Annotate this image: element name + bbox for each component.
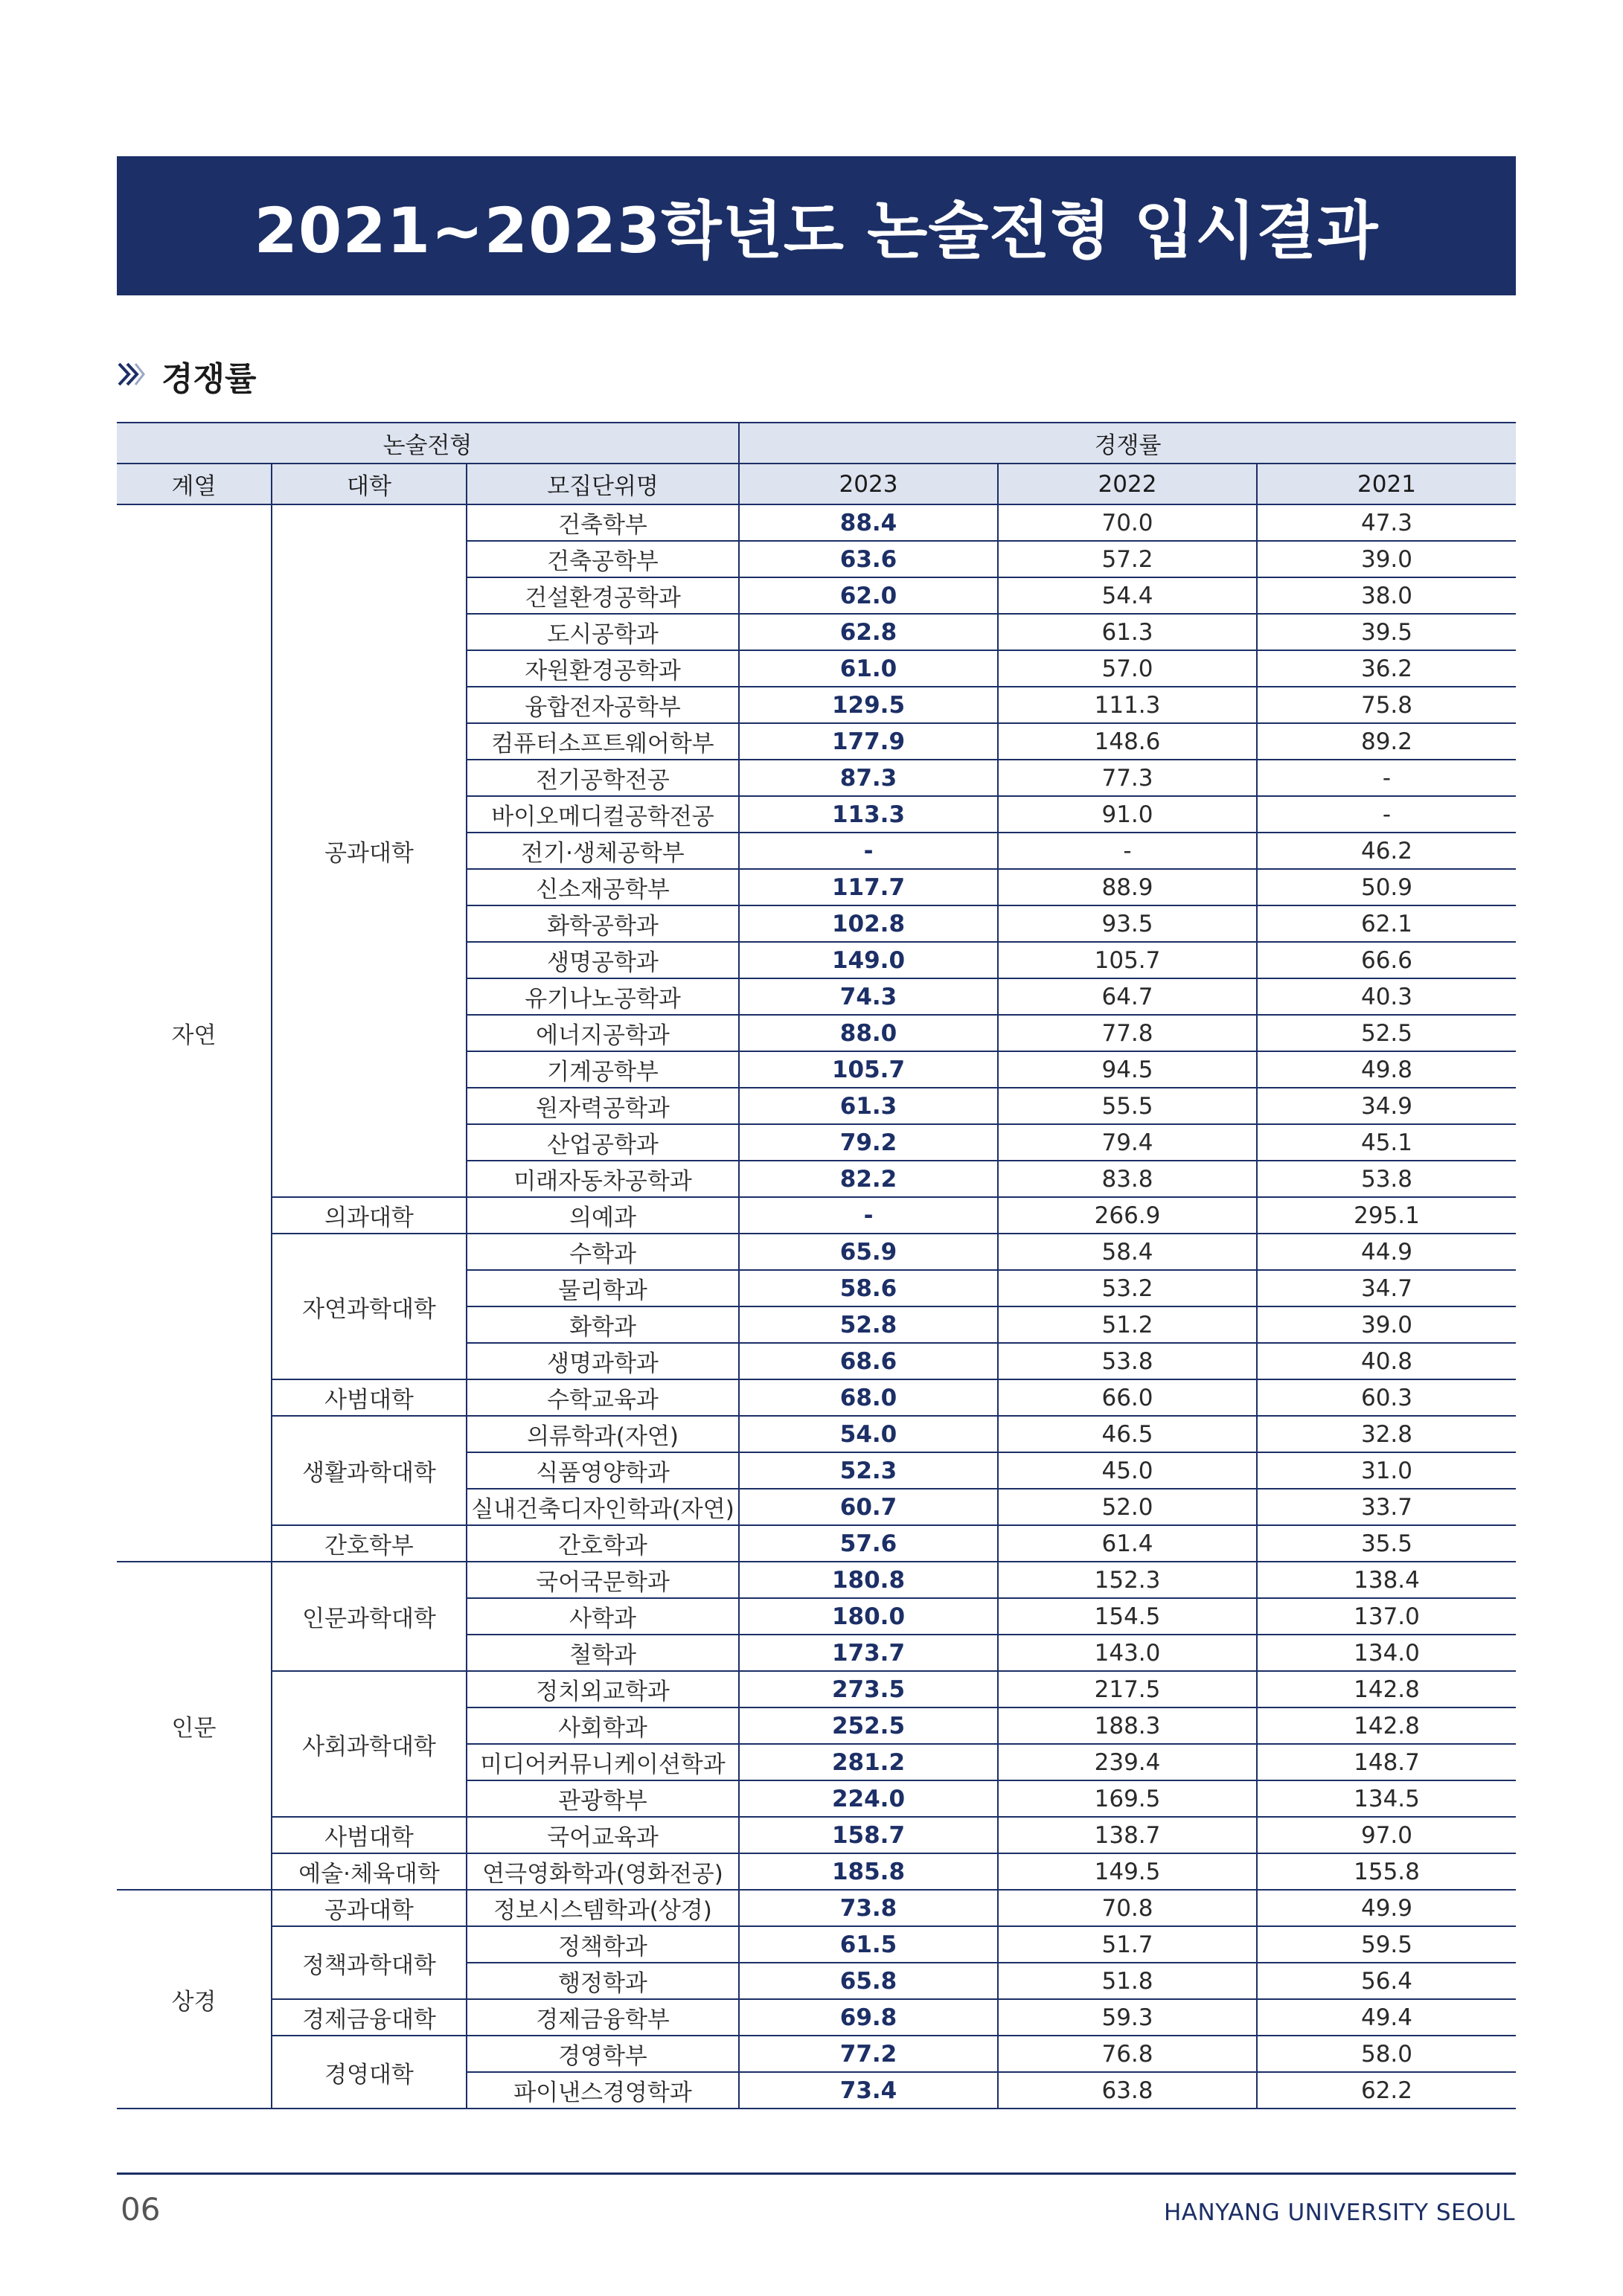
department-cell: 미디어커뮤니케이션학과 bbox=[467, 1744, 739, 1780]
university-name: HANYANG UNIVERSITY SEOUL bbox=[1163, 2199, 1515, 2226]
department-cell: 식품영양학과 bbox=[467, 1452, 739, 1489]
department-cell: 수학교육과 bbox=[467, 1379, 739, 1416]
rate-2023-cell: 52.8 bbox=[739, 1306, 998, 1343]
department-cell: 전기공학전공 bbox=[467, 760, 739, 796]
department-cell: 생명공학과 bbox=[467, 942, 739, 978]
field-cell: 인문 bbox=[117, 1562, 272, 1890]
rate-2022-cell: 88.9 bbox=[998, 869, 1257, 905]
rate-2023-cell: 60.7 bbox=[739, 1489, 998, 1525]
rate-2022-cell: 152.3 bbox=[998, 1562, 1257, 1598]
department-cell: 건축공학부 bbox=[467, 541, 739, 577]
table-group-header-row bbox=[117, 423, 1516, 464]
page-title: 2021~2023학년도 논술전형 입시결과 bbox=[254, 194, 1379, 267]
rate-2021-cell: 59.5 bbox=[1257, 1926, 1516, 1963]
col-header-college: 대학 bbox=[272, 464, 467, 504]
rate-2022-cell: 63.8 bbox=[998, 2072, 1257, 2109]
rate-2023-cell: 62.8 bbox=[739, 614, 998, 650]
rate-2021-cell: 62.1 bbox=[1257, 905, 1516, 942]
rate-2021-cell: 134.0 bbox=[1257, 1635, 1516, 1671]
rate-2021-cell: 134.5 bbox=[1257, 1780, 1516, 1817]
rate-2022-cell: 83.8 bbox=[998, 1161, 1257, 1197]
department-cell: 컴퓨터소프트웨어학부 bbox=[467, 723, 739, 760]
rate-2023-cell: 173.7 bbox=[739, 1635, 998, 1671]
rate-2021-cell: 137.0 bbox=[1257, 1598, 1516, 1635]
col-header-2023: 2023 bbox=[739, 464, 998, 504]
department-cell: 전기·생체공학부 bbox=[467, 833, 739, 869]
rate-2023-cell: 74.3 bbox=[739, 978, 998, 1015]
table-row bbox=[117, 1416, 1516, 1452]
rate-2022-cell: 66.0 bbox=[998, 1379, 1257, 1416]
college-cell: 공과대학 bbox=[272, 504, 467, 1197]
rate-2021-cell: 40.8 bbox=[1257, 1343, 1516, 1379]
rate-2022-cell: 70.8 bbox=[998, 1890, 1257, 1926]
department-cell: 국어교육과 bbox=[467, 1817, 739, 1853]
rate-2022-cell: 55.5 bbox=[998, 1088, 1257, 1124]
rate-2023-cell: 87.3 bbox=[739, 760, 998, 796]
rate-2022-cell: 188.3 bbox=[998, 1707, 1257, 1744]
rate-2021-cell: 62.2 bbox=[1257, 2072, 1516, 2109]
rate-2022-cell: 53.8 bbox=[998, 1343, 1257, 1379]
department-cell: 행정학과 bbox=[467, 1963, 739, 1999]
department-cell: 기계공학부 bbox=[467, 1051, 739, 1088]
rate-2023-cell: 77.2 bbox=[739, 2036, 998, 2072]
section-heading bbox=[117, 350, 257, 402]
department-cell: 정책학과 bbox=[467, 1926, 739, 1963]
rate-2022-cell: 77.3 bbox=[998, 760, 1257, 796]
rate-2021-cell: 56.4 bbox=[1257, 1963, 1516, 1999]
department-cell: 철학과 bbox=[467, 1635, 739, 1671]
rate-2023-cell: 102.8 bbox=[739, 905, 998, 942]
footer-divider bbox=[117, 2172, 1516, 2175]
page-title-banner bbox=[117, 156, 1516, 295]
rate-2021-cell: 142.8 bbox=[1257, 1707, 1516, 1744]
rate-2022-cell: 58.4 bbox=[998, 1234, 1257, 1270]
table-row bbox=[117, 1379, 1516, 1416]
rate-2021-cell: 75.8 bbox=[1257, 687, 1516, 723]
table-row bbox=[117, 1562, 1516, 1598]
department-cell: 관광학부 bbox=[467, 1780, 739, 1817]
rate-2021-cell: 53.8 bbox=[1257, 1161, 1516, 1197]
rate-2023-cell: - bbox=[739, 1197, 998, 1234]
table-body bbox=[117, 504, 1516, 2109]
department-cell: 간호학과 bbox=[467, 1525, 739, 1562]
rate-2021-cell: 40.3 bbox=[1257, 978, 1516, 1015]
rate-2021-cell: - bbox=[1257, 796, 1516, 833]
table-row bbox=[117, 1817, 1516, 1853]
college-cell: 경영대학 bbox=[272, 2036, 467, 2109]
rate-2022-cell: 79.4 bbox=[998, 1124, 1257, 1161]
department-cell: 생명과학과 bbox=[467, 1343, 739, 1379]
rate-2022-cell: 217.5 bbox=[998, 1671, 1257, 1707]
rate-2023-cell: 252.5 bbox=[739, 1707, 998, 1744]
rate-2021-cell: 45.1 bbox=[1257, 1124, 1516, 1161]
rate-2021-cell: 58.0 bbox=[1257, 2036, 1516, 2072]
rate-2022-cell: 45.0 bbox=[998, 1452, 1257, 1489]
page-number: 06 bbox=[121, 2191, 161, 2228]
rate-2021-cell: 47.3 bbox=[1257, 504, 1516, 541]
rate-2021-cell: 97.0 bbox=[1257, 1817, 1516, 1853]
department-cell: 산업공학과 bbox=[467, 1124, 739, 1161]
rate-2022-cell: 64.7 bbox=[998, 978, 1257, 1015]
department-cell: 물리학과 bbox=[467, 1270, 739, 1306]
rate-2023-cell: 158.7 bbox=[739, 1817, 998, 1853]
rate-2023-cell: 62.0 bbox=[739, 577, 998, 614]
rate-2023-cell: 113.3 bbox=[739, 796, 998, 833]
group-header-rate: 경쟁률 bbox=[739, 423, 1516, 464]
rate-2023-cell: 65.8 bbox=[739, 1963, 998, 1999]
college-cell: 경제금융대학 bbox=[272, 1999, 467, 2036]
rate-2023-cell: 82.2 bbox=[739, 1161, 998, 1197]
department-cell: 정보시스템학과(상경) bbox=[467, 1890, 739, 1926]
rate-2023-cell: 79.2 bbox=[739, 1124, 998, 1161]
rate-2022-cell: 149.5 bbox=[998, 1853, 1257, 1890]
department-cell: 자원환경공학과 bbox=[467, 650, 739, 687]
rate-2023-cell: 180.0 bbox=[739, 1598, 998, 1635]
rate-2022-cell: 266.9 bbox=[998, 1197, 1257, 1234]
double-chevron-right-icon bbox=[117, 357, 145, 395]
rate-2021-cell: 31.0 bbox=[1257, 1452, 1516, 1489]
department-cell: 사학과 bbox=[467, 1598, 739, 1635]
department-cell: 정치외교학과 bbox=[467, 1671, 739, 1707]
rate-2023-cell: 180.8 bbox=[739, 1562, 998, 1598]
rate-2021-cell: 52.5 bbox=[1257, 1015, 1516, 1051]
department-cell: 바이오메디컬공학전공 bbox=[467, 796, 739, 833]
department-cell: 유기나노공학과 bbox=[467, 978, 739, 1015]
rate-2022-cell: 51.2 bbox=[998, 1306, 1257, 1343]
rate-2022-cell: 105.7 bbox=[998, 942, 1257, 978]
department-cell: 경제금융학부 bbox=[467, 1999, 739, 2036]
rate-2022-cell: 70.0 bbox=[998, 504, 1257, 541]
rate-2021-cell: 33.7 bbox=[1257, 1489, 1516, 1525]
rate-2021-cell: 89.2 bbox=[1257, 723, 1516, 760]
rate-2021-cell: 38.0 bbox=[1257, 577, 1516, 614]
rate-2021-cell: 50.9 bbox=[1257, 869, 1516, 905]
college-cell: 공과대학 bbox=[272, 1890, 467, 1926]
department-cell: 에너지공학과 bbox=[467, 1015, 739, 1051]
rate-2023-cell: 61.5 bbox=[739, 1926, 998, 1963]
department-cell: 실내건축디자인학과(자연) bbox=[467, 1489, 739, 1525]
college-cell: 생활과학대학 bbox=[272, 1416, 467, 1525]
rate-2023-cell: - bbox=[739, 833, 998, 869]
table-row bbox=[117, 1671, 1516, 1707]
rate-2023-cell: 129.5 bbox=[739, 687, 998, 723]
rate-2022-cell: 51.7 bbox=[998, 1926, 1257, 1963]
rate-2023-cell: 61.0 bbox=[739, 650, 998, 687]
department-cell: 수학과 bbox=[467, 1234, 739, 1270]
rate-2021-cell: - bbox=[1257, 760, 1516, 796]
rate-2021-cell: 60.3 bbox=[1257, 1379, 1516, 1416]
rate-2022-cell: 54.4 bbox=[998, 577, 1257, 614]
department-cell: 도시공학과 bbox=[467, 614, 739, 650]
college-cell: 사범대학 bbox=[272, 1817, 467, 1853]
col-header-2021: 2021 bbox=[1257, 464, 1516, 504]
section-label: 경쟁률 bbox=[161, 360, 257, 398]
department-cell: 신소재공학부 bbox=[467, 869, 739, 905]
college-cell: 인문과학대학 bbox=[272, 1562, 467, 1671]
rate-2023-cell: 73.4 bbox=[739, 2072, 998, 2109]
rate-2021-cell: 39.5 bbox=[1257, 614, 1516, 650]
college-cell: 간호학부 bbox=[272, 1525, 467, 1562]
rate-2022-cell: 52.0 bbox=[998, 1489, 1257, 1525]
college-cell: 사범대학 bbox=[272, 1379, 467, 1416]
rate-2023-cell: 68.6 bbox=[739, 1343, 998, 1379]
table-row bbox=[117, 2036, 1516, 2072]
department-cell: 경영학부 bbox=[467, 2036, 739, 2072]
table-column-header-row bbox=[117, 464, 1516, 504]
table-row bbox=[117, 1525, 1516, 1562]
rate-2022-cell: 61.4 bbox=[998, 1525, 1257, 1562]
rate-2022-cell: 111.3 bbox=[998, 687, 1257, 723]
department-cell: 미래자동차공학과 bbox=[467, 1161, 739, 1197]
rate-2022-cell: 93.5 bbox=[998, 905, 1257, 942]
rate-2022-cell: 239.4 bbox=[998, 1744, 1257, 1780]
rate-2021-cell: 34.7 bbox=[1257, 1270, 1516, 1306]
department-cell: 파이낸스경영학과 bbox=[467, 2072, 739, 2109]
rate-2023-cell: 224.0 bbox=[739, 1780, 998, 1817]
rate-2021-cell: 35.5 bbox=[1257, 1525, 1516, 1562]
department-cell: 연극영화학과(영화전공) bbox=[467, 1853, 739, 1890]
table-row bbox=[117, 1890, 1516, 1926]
department-cell: 국어국문학과 bbox=[467, 1562, 739, 1598]
rate-2021-cell: 44.9 bbox=[1257, 1234, 1516, 1270]
rate-2023-cell: 63.6 bbox=[739, 541, 998, 577]
rate-2021-cell: 155.8 bbox=[1257, 1853, 1516, 1890]
rate-2023-cell: 61.3 bbox=[739, 1088, 998, 1124]
rate-2021-cell: 32.8 bbox=[1257, 1416, 1516, 1452]
rate-2023-cell: 54.0 bbox=[739, 1416, 998, 1452]
rate-2021-cell: 295.1 bbox=[1257, 1197, 1516, 1234]
table-row bbox=[117, 1234, 1516, 1270]
rate-2021-cell: 49.9 bbox=[1257, 1890, 1516, 1926]
rate-2023-cell: 57.6 bbox=[739, 1525, 998, 1562]
department-cell: 사회학과 bbox=[467, 1707, 739, 1744]
college-cell: 의과대학 bbox=[272, 1197, 467, 1234]
table-row bbox=[117, 504, 1516, 541]
rate-2021-cell: 138.4 bbox=[1257, 1562, 1516, 1598]
rate-2022-cell: 53.2 bbox=[998, 1270, 1257, 1306]
rate-2022-cell: 143.0 bbox=[998, 1635, 1257, 1671]
field-cell: 상경 bbox=[117, 1890, 272, 2109]
rate-2022-cell: 51.8 bbox=[998, 1963, 1257, 1999]
rate-2021-cell: 39.0 bbox=[1257, 1306, 1516, 1343]
rate-2021-cell: 39.0 bbox=[1257, 541, 1516, 577]
rate-2022-cell: 76.8 bbox=[998, 2036, 1257, 2072]
rate-2023-cell: 273.5 bbox=[739, 1671, 998, 1707]
rate-2022-cell: - bbox=[998, 833, 1257, 869]
rate-2022-cell: 169.5 bbox=[998, 1780, 1257, 1817]
rate-2023-cell: 69.8 bbox=[739, 1999, 998, 2036]
rate-2022-cell: 94.5 bbox=[998, 1051, 1257, 1088]
college-cell: 자연과학대학 bbox=[272, 1234, 467, 1379]
rate-2022-cell: 57.0 bbox=[998, 650, 1257, 687]
table-row bbox=[117, 1853, 1516, 1890]
rate-2021-cell: 49.4 bbox=[1257, 1999, 1516, 2036]
rate-2022-cell: 77.8 bbox=[998, 1015, 1257, 1051]
rate-2022-cell: 61.3 bbox=[998, 614, 1257, 650]
rate-2022-cell: 91.0 bbox=[998, 796, 1257, 833]
field-cell: 자연 bbox=[117, 504, 272, 1562]
rate-2022-cell: 59.3 bbox=[998, 1999, 1257, 2036]
col-header-department: 모집단위명 bbox=[467, 464, 739, 504]
rate-2022-cell: 138.7 bbox=[998, 1817, 1257, 1853]
rate-2021-cell: 66.6 bbox=[1257, 942, 1516, 978]
rate-2023-cell: 58.6 bbox=[739, 1270, 998, 1306]
rate-2023-cell: 281.2 bbox=[739, 1744, 998, 1780]
department-cell: 화학공학과 bbox=[467, 905, 739, 942]
rate-2021-cell: 148.7 bbox=[1257, 1744, 1516, 1780]
rate-2022-cell: 46.5 bbox=[998, 1416, 1257, 1452]
competition-rate-table bbox=[117, 422, 1516, 2109]
table-row bbox=[117, 1926, 1516, 1963]
col-header-field: 계열 bbox=[117, 464, 272, 504]
department-cell: 융합전자공학부 bbox=[467, 687, 739, 723]
department-cell: 의류학과(자연) bbox=[467, 1416, 739, 1452]
department-cell: 건축학부 bbox=[467, 504, 739, 541]
rate-2021-cell: 46.2 bbox=[1257, 833, 1516, 869]
department-cell: 원자력공학과 bbox=[467, 1088, 739, 1124]
rate-2023-cell: 105.7 bbox=[739, 1051, 998, 1088]
rate-2023-cell: 52.3 bbox=[739, 1452, 998, 1489]
college-cell: 사회과학대학 bbox=[272, 1671, 467, 1817]
rate-2022-cell: 57.2 bbox=[998, 541, 1257, 577]
rate-2023-cell: 68.0 bbox=[739, 1379, 998, 1416]
rate-2023-cell: 65.9 bbox=[739, 1234, 998, 1270]
department-cell: 의예과 bbox=[467, 1197, 739, 1234]
rate-2023-cell: 149.0 bbox=[739, 942, 998, 978]
rate-2023-cell: 88.4 bbox=[739, 504, 998, 541]
rate-2023-cell: 177.9 bbox=[739, 723, 998, 760]
rate-2023-cell: 88.0 bbox=[739, 1015, 998, 1051]
table-row bbox=[117, 1197, 1516, 1234]
col-header-2022: 2022 bbox=[998, 464, 1257, 504]
rate-2023-cell: 73.8 bbox=[739, 1890, 998, 1926]
rate-2021-cell: 142.8 bbox=[1257, 1671, 1516, 1707]
rate-2022-cell: 148.6 bbox=[998, 723, 1257, 760]
rate-2021-cell: 34.9 bbox=[1257, 1088, 1516, 1124]
rate-2021-cell: 49.8 bbox=[1257, 1051, 1516, 1088]
college-cell: 예술·체육대학 bbox=[272, 1853, 467, 1890]
department-cell: 건설환경공학과 bbox=[467, 577, 739, 614]
rate-2023-cell: 185.8 bbox=[739, 1853, 998, 1890]
college-cell: 정책과학대학 bbox=[272, 1926, 467, 1999]
rate-2023-cell: 117.7 bbox=[739, 869, 998, 905]
department-cell: 화학과 bbox=[467, 1306, 739, 1343]
rate-2022-cell: 154.5 bbox=[998, 1598, 1257, 1635]
group-header-admission: 논술전형 bbox=[117, 423, 739, 464]
rate-2021-cell: 36.2 bbox=[1257, 650, 1516, 687]
table-row bbox=[117, 1999, 1516, 2036]
